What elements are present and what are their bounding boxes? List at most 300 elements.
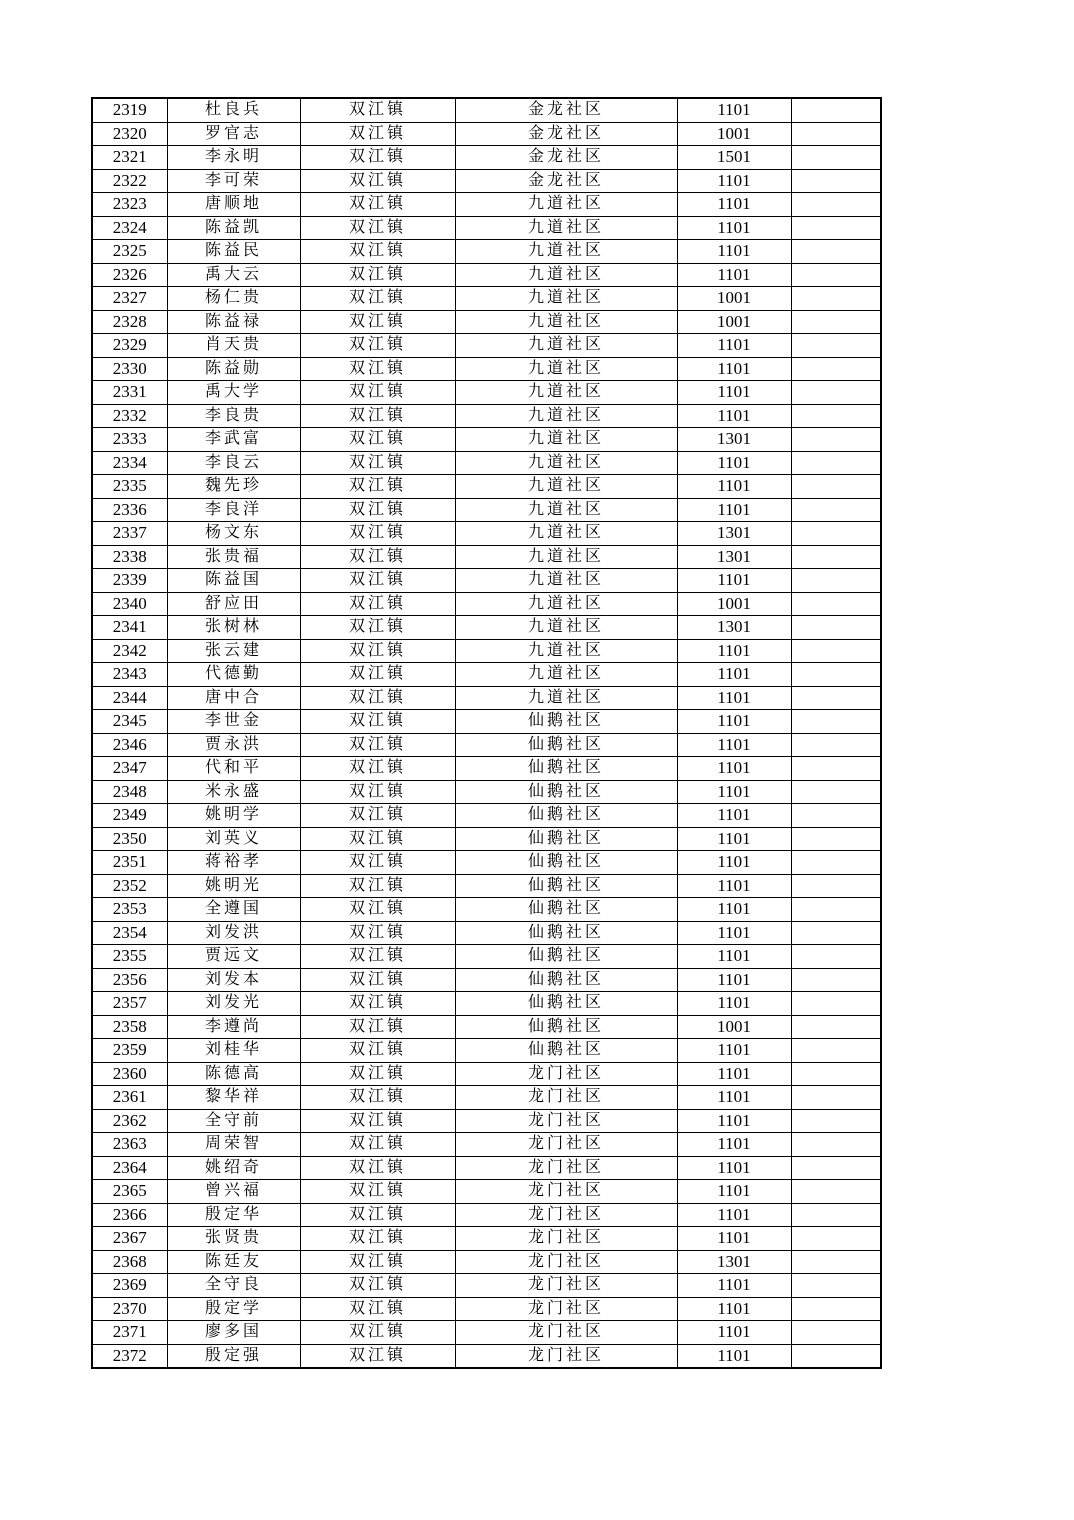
cell-note (791, 1133, 881, 1157)
cell-community: 九道社区 (455, 216, 677, 240)
cell-community: 仙鹅社区 (455, 992, 677, 1016)
cell-community: 九道社区 (455, 357, 677, 381)
cell-town: 双江镇 (300, 146, 455, 170)
cell-town: 双江镇 (300, 1109, 455, 1133)
cell-id: 2367 (92, 1227, 167, 1251)
cell-community: 九道社区 (455, 663, 677, 687)
cell-town: 双江镇 (300, 381, 455, 405)
table-row (92, 1156, 881, 1180)
table-row (92, 1109, 881, 1133)
cell-name: 曾兴福 (167, 1180, 300, 1204)
cell-town: 双江镇 (300, 639, 455, 663)
cell-note (791, 921, 881, 945)
cell-note (791, 522, 881, 546)
cell-code: 1101 (677, 757, 791, 781)
cell-id: 2371 (92, 1321, 167, 1345)
cell-name: 陈益民 (167, 240, 300, 264)
cell-id: 2338 (92, 545, 167, 569)
cell-community: 九道社区 (455, 428, 677, 452)
cell-name: 全遵国 (167, 898, 300, 922)
cell-note (791, 733, 881, 757)
cell-id: 2351 (92, 851, 167, 875)
cell-code: 1101 (677, 1109, 791, 1133)
cell-community: 仙鹅社区 (455, 1015, 677, 1039)
table-row (92, 475, 881, 499)
cell-note (791, 1250, 881, 1274)
cell-id: 2340 (92, 592, 167, 616)
cell-code: 1001 (677, 287, 791, 311)
cell-note (791, 710, 881, 734)
cell-note (791, 404, 881, 428)
table-row (92, 404, 881, 428)
cell-name: 张树林 (167, 616, 300, 640)
table-row (92, 827, 881, 851)
table-row (92, 263, 881, 287)
cell-name: 姚明学 (167, 804, 300, 828)
cell-name: 李良贵 (167, 404, 300, 428)
cell-id: 2329 (92, 334, 167, 358)
cell-community: 仙鹅社区 (455, 968, 677, 992)
cell-name: 刘发光 (167, 992, 300, 1016)
cell-note (791, 1086, 881, 1110)
cell-note (791, 122, 881, 146)
table-row (92, 569, 881, 593)
cell-town: 双江镇 (300, 522, 455, 546)
table-row (92, 522, 881, 546)
cell-town: 双江镇 (300, 780, 455, 804)
table-row (92, 1015, 881, 1039)
cell-note (791, 169, 881, 193)
cell-name: 刘桂华 (167, 1039, 300, 1063)
cell-name: 米永盛 (167, 780, 300, 804)
table-row (92, 428, 881, 452)
cell-community: 九道社区 (455, 592, 677, 616)
cell-id: 2332 (92, 404, 167, 428)
cell-community: 九道社区 (455, 451, 677, 475)
cell-code: 1101 (677, 874, 791, 898)
cell-note (791, 616, 881, 640)
table-row (92, 1203, 881, 1227)
cell-code: 1101 (677, 898, 791, 922)
cell-town: 双江镇 (300, 710, 455, 734)
cell-id: 2353 (92, 898, 167, 922)
cell-code: 1301 (677, 616, 791, 640)
cell-town: 双江镇 (300, 451, 455, 475)
cell-note (791, 686, 881, 710)
cell-community: 龙门社区 (455, 1297, 677, 1321)
table-row (92, 451, 881, 475)
cell-community: 龙门社区 (455, 1250, 677, 1274)
cell-name: 刘发本 (167, 968, 300, 992)
cell-town: 双江镇 (300, 1039, 455, 1063)
cell-note (791, 1109, 881, 1133)
cell-note (791, 757, 881, 781)
cell-note (791, 827, 881, 851)
cell-town: 双江镇 (300, 263, 455, 287)
cell-community: 九道社区 (455, 334, 677, 358)
cell-community: 仙鹅社区 (455, 757, 677, 781)
cell-town: 双江镇 (300, 498, 455, 522)
cell-note (791, 804, 881, 828)
table-row (92, 1321, 881, 1345)
cell-code: 1301 (677, 522, 791, 546)
cell-id: 2321 (92, 146, 167, 170)
cell-name: 殷定华 (167, 1203, 300, 1227)
cell-code: 1301 (677, 428, 791, 452)
cell-town: 双江镇 (300, 569, 455, 593)
cell-code: 1101 (677, 98, 791, 122)
cell-code: 1001 (677, 592, 791, 616)
cell-name: 李良云 (167, 451, 300, 475)
cell-code: 1101 (677, 240, 791, 264)
cell-town: 双江镇 (300, 169, 455, 193)
cell-town: 双江镇 (300, 1250, 455, 1274)
cell-note (791, 1274, 881, 1298)
cell-name: 代德勤 (167, 663, 300, 687)
cell-note (791, 1227, 881, 1251)
cell-town: 双江镇 (300, 851, 455, 875)
table-row (92, 240, 881, 264)
table-row (92, 663, 881, 687)
cell-name: 李良洋 (167, 498, 300, 522)
cell-id: 2327 (92, 287, 167, 311)
cell-name: 唐中合 (167, 686, 300, 710)
cell-community: 九道社区 (455, 287, 677, 311)
cell-note (791, 146, 881, 170)
table-row (92, 1039, 881, 1063)
table-row (92, 616, 881, 640)
table-row (92, 874, 881, 898)
cell-code: 1101 (677, 1039, 791, 1063)
cell-id: 2325 (92, 240, 167, 264)
cell-code: 1101 (677, 381, 791, 405)
cell-code: 1101 (677, 475, 791, 499)
table-row (92, 1344, 881, 1368)
cell-note (791, 1321, 881, 1345)
cell-community: 金龙社区 (455, 146, 677, 170)
cell-town: 双江镇 (300, 757, 455, 781)
cell-community: 金龙社区 (455, 122, 677, 146)
cell-code: 1101 (677, 804, 791, 828)
cell-note (791, 992, 881, 1016)
cell-note (791, 639, 881, 663)
table-row (92, 1180, 881, 1204)
cell-id: 2359 (92, 1039, 167, 1063)
cell-community: 仙鹅社区 (455, 733, 677, 757)
cell-id: 2360 (92, 1062, 167, 1086)
cell-id: 2323 (92, 193, 167, 217)
cell-id: 2361 (92, 1086, 167, 1110)
cell-town: 双江镇 (300, 1133, 455, 1157)
cell-note (791, 545, 881, 569)
table-row (92, 310, 881, 334)
cell-note (791, 381, 881, 405)
cell-name: 陈益凯 (167, 216, 300, 240)
table-row (92, 193, 881, 217)
cell-note (791, 310, 881, 334)
cell-town: 双江镇 (300, 1321, 455, 1345)
cell-note (791, 1203, 881, 1227)
cell-name: 李武富 (167, 428, 300, 452)
cell-name: 魏先珍 (167, 475, 300, 499)
cell-code: 1101 (677, 569, 791, 593)
cell-community: 龙门社区 (455, 1203, 677, 1227)
cell-id: 2366 (92, 1203, 167, 1227)
table-row (92, 216, 881, 240)
table-row (92, 1086, 881, 1110)
cell-id: 2335 (92, 475, 167, 499)
cell-code: 1101 (677, 1203, 791, 1227)
cell-code: 1101 (677, 216, 791, 240)
cell-code: 1101 (677, 1227, 791, 1251)
cell-town: 双江镇 (300, 1156, 455, 1180)
cell-name: 杜良兵 (167, 98, 300, 122)
cell-town: 双江镇 (300, 921, 455, 945)
table-row (92, 357, 881, 381)
cell-community: 仙鹅社区 (455, 921, 677, 945)
cell-id: 2348 (92, 780, 167, 804)
table-row (92, 334, 881, 358)
cell-name: 陈益国 (167, 569, 300, 593)
cell-id: 2324 (92, 216, 167, 240)
cell-id: 2352 (92, 874, 167, 898)
cell-community: 仙鹅社区 (455, 874, 677, 898)
cell-id: 2372 (92, 1344, 167, 1368)
table-row (92, 1250, 881, 1274)
cell-community: 九道社区 (455, 193, 677, 217)
cell-community: 九道社区 (455, 381, 677, 405)
cell-code: 1101 (677, 1133, 791, 1157)
table-row (92, 686, 881, 710)
cell-code: 1101 (677, 733, 791, 757)
cell-community: 龙门社区 (455, 1227, 677, 1251)
cell-code: 1001 (677, 310, 791, 334)
cell-town: 双江镇 (300, 663, 455, 687)
cell-note (791, 428, 881, 452)
cell-code: 1101 (677, 945, 791, 969)
table-row (92, 122, 881, 146)
cell-note (791, 98, 881, 122)
cell-note (791, 1344, 881, 1368)
cell-name: 陈益禄 (167, 310, 300, 334)
cell-community: 九道社区 (455, 263, 677, 287)
cell-id: 2345 (92, 710, 167, 734)
cell-name: 姚绍奇 (167, 1156, 300, 1180)
cell-code: 1101 (677, 851, 791, 875)
cell-community: 九道社区 (455, 404, 677, 428)
cell-community: 仙鹅社区 (455, 710, 677, 734)
cell-community: 九道社区 (455, 240, 677, 264)
cell-name: 周荣智 (167, 1133, 300, 1157)
cell-note (791, 498, 881, 522)
table-row (92, 287, 881, 311)
table-row (92, 780, 881, 804)
cell-note (791, 240, 881, 264)
table-row (92, 757, 881, 781)
cell-id: 2364 (92, 1156, 167, 1180)
cell-community: 龙门社区 (455, 1109, 677, 1133)
data-table (91, 97, 882, 1369)
cell-town: 双江镇 (300, 310, 455, 334)
table-row (92, 1274, 881, 1298)
cell-code: 1101 (677, 710, 791, 734)
cell-community: 九道社区 (455, 616, 677, 640)
table-row (92, 381, 881, 405)
cell-code: 1101 (677, 169, 791, 193)
cell-community: 龙门社区 (455, 1180, 677, 1204)
cell-town: 双江镇 (300, 428, 455, 452)
cell-name: 舒应田 (167, 592, 300, 616)
cell-community: 金龙社区 (455, 169, 677, 193)
cell-note (791, 216, 881, 240)
cell-id: 2349 (92, 804, 167, 828)
table-row (92, 992, 881, 1016)
cell-name: 李永明 (167, 146, 300, 170)
cell-name: 全守前 (167, 1109, 300, 1133)
cell-town: 双江镇 (300, 1180, 455, 1204)
cell-community: 九道社区 (455, 498, 677, 522)
cell-name: 姚明光 (167, 874, 300, 898)
table-row (92, 804, 881, 828)
cell-id: 2320 (92, 122, 167, 146)
cell-community: 九道社区 (455, 475, 677, 499)
cell-id: 2347 (92, 757, 167, 781)
cell-community: 九道社区 (455, 545, 677, 569)
cell-id: 2334 (92, 451, 167, 475)
cell-code: 1101 (677, 827, 791, 851)
cell-town: 双江镇 (300, 616, 455, 640)
cell-code: 1101 (677, 1156, 791, 1180)
cell-id: 2328 (92, 310, 167, 334)
cell-town: 双江镇 (300, 804, 455, 828)
table-row (92, 639, 881, 663)
cell-note (791, 968, 881, 992)
cell-note (791, 1039, 881, 1063)
table-row (92, 898, 881, 922)
cell-town: 双江镇 (300, 545, 455, 569)
cell-id: 2354 (92, 921, 167, 945)
cell-town: 双江镇 (300, 404, 455, 428)
cell-note (791, 1156, 881, 1180)
cell-note (791, 263, 881, 287)
cell-note (791, 1180, 881, 1204)
cell-id: 2368 (92, 1250, 167, 1274)
table-row (92, 968, 881, 992)
cell-name: 张贵福 (167, 545, 300, 569)
cell-id: 2336 (92, 498, 167, 522)
table-row (92, 498, 881, 522)
cell-id: 2322 (92, 169, 167, 193)
cell-community: 龙门社区 (455, 1321, 677, 1345)
cell-code: 1001 (677, 122, 791, 146)
cell-id: 2333 (92, 428, 167, 452)
cell-name: 殷定学 (167, 1297, 300, 1321)
cell-code: 1101 (677, 357, 791, 381)
cell-town: 双江镇 (300, 945, 455, 969)
table-row (92, 592, 881, 616)
cell-id: 2357 (92, 992, 167, 1016)
cell-name: 杨文东 (167, 522, 300, 546)
cell-community: 仙鹅社区 (455, 780, 677, 804)
cell-id: 2346 (92, 733, 167, 757)
cell-id: 2343 (92, 663, 167, 687)
cell-name: 陈益勋 (167, 357, 300, 381)
table-row (92, 1062, 881, 1086)
cell-name: 张云建 (167, 639, 300, 663)
cell-town: 双江镇 (300, 1203, 455, 1227)
cell-note (791, 334, 881, 358)
cell-town: 双江镇 (300, 334, 455, 358)
cell-code: 1101 (677, 1062, 791, 1086)
cell-code: 1101 (677, 663, 791, 687)
cell-community: 龙门社区 (455, 1062, 677, 1086)
cell-community: 仙鹅社区 (455, 804, 677, 828)
cell-town: 双江镇 (300, 1086, 455, 1110)
table-row (92, 733, 881, 757)
cell-note (791, 1297, 881, 1321)
cell-town: 双江镇 (300, 898, 455, 922)
cell-name: 刘英义 (167, 827, 300, 851)
cell-town: 双江镇 (300, 193, 455, 217)
cell-code: 1101 (677, 639, 791, 663)
cell-code: 1101 (677, 780, 791, 804)
cell-note (791, 898, 881, 922)
cell-name: 殷定强 (167, 1344, 300, 1368)
cell-code: 1101 (677, 193, 791, 217)
cell-town: 双江镇 (300, 733, 455, 757)
cell-id: 2369 (92, 1274, 167, 1298)
cell-note (791, 569, 881, 593)
cell-note (791, 193, 881, 217)
cell-note (791, 663, 881, 687)
cell-code: 1101 (677, 968, 791, 992)
cell-town: 双江镇 (300, 98, 455, 122)
cell-code: 1101 (677, 686, 791, 710)
cell-code: 1101 (677, 1297, 791, 1321)
cell-community: 龙门社区 (455, 1086, 677, 1110)
cell-name: 禹大云 (167, 263, 300, 287)
cell-id: 2330 (92, 357, 167, 381)
cell-id: 2365 (92, 1180, 167, 1204)
cell-community: 仙鹅社区 (455, 898, 677, 922)
cell-code: 1101 (677, 1274, 791, 1298)
cell-note (791, 287, 881, 311)
cell-note (791, 451, 881, 475)
cell-town: 双江镇 (300, 968, 455, 992)
cell-code: 1101 (677, 1180, 791, 1204)
cell-note (791, 874, 881, 898)
cell-town: 双江镇 (300, 1227, 455, 1251)
cell-code: 1501 (677, 146, 791, 170)
cell-note (791, 592, 881, 616)
cell-id: 2363 (92, 1133, 167, 1157)
cell-name: 全守良 (167, 1274, 300, 1298)
cell-id: 2344 (92, 686, 167, 710)
cell-name: 贾永洪 (167, 733, 300, 757)
cell-id: 2319 (92, 98, 167, 122)
cell-id: 2370 (92, 1297, 167, 1321)
table-row (92, 1297, 881, 1321)
cell-town: 双江镇 (300, 357, 455, 381)
cell-community: 龙门社区 (455, 1133, 677, 1157)
cell-note (791, 1015, 881, 1039)
cell-name: 贾远文 (167, 945, 300, 969)
cell-name: 李世金 (167, 710, 300, 734)
cell-town: 双江镇 (300, 1297, 455, 1321)
cell-name: 唐顺地 (167, 193, 300, 217)
table-row (92, 545, 881, 569)
cell-community: 仙鹅社区 (455, 945, 677, 969)
